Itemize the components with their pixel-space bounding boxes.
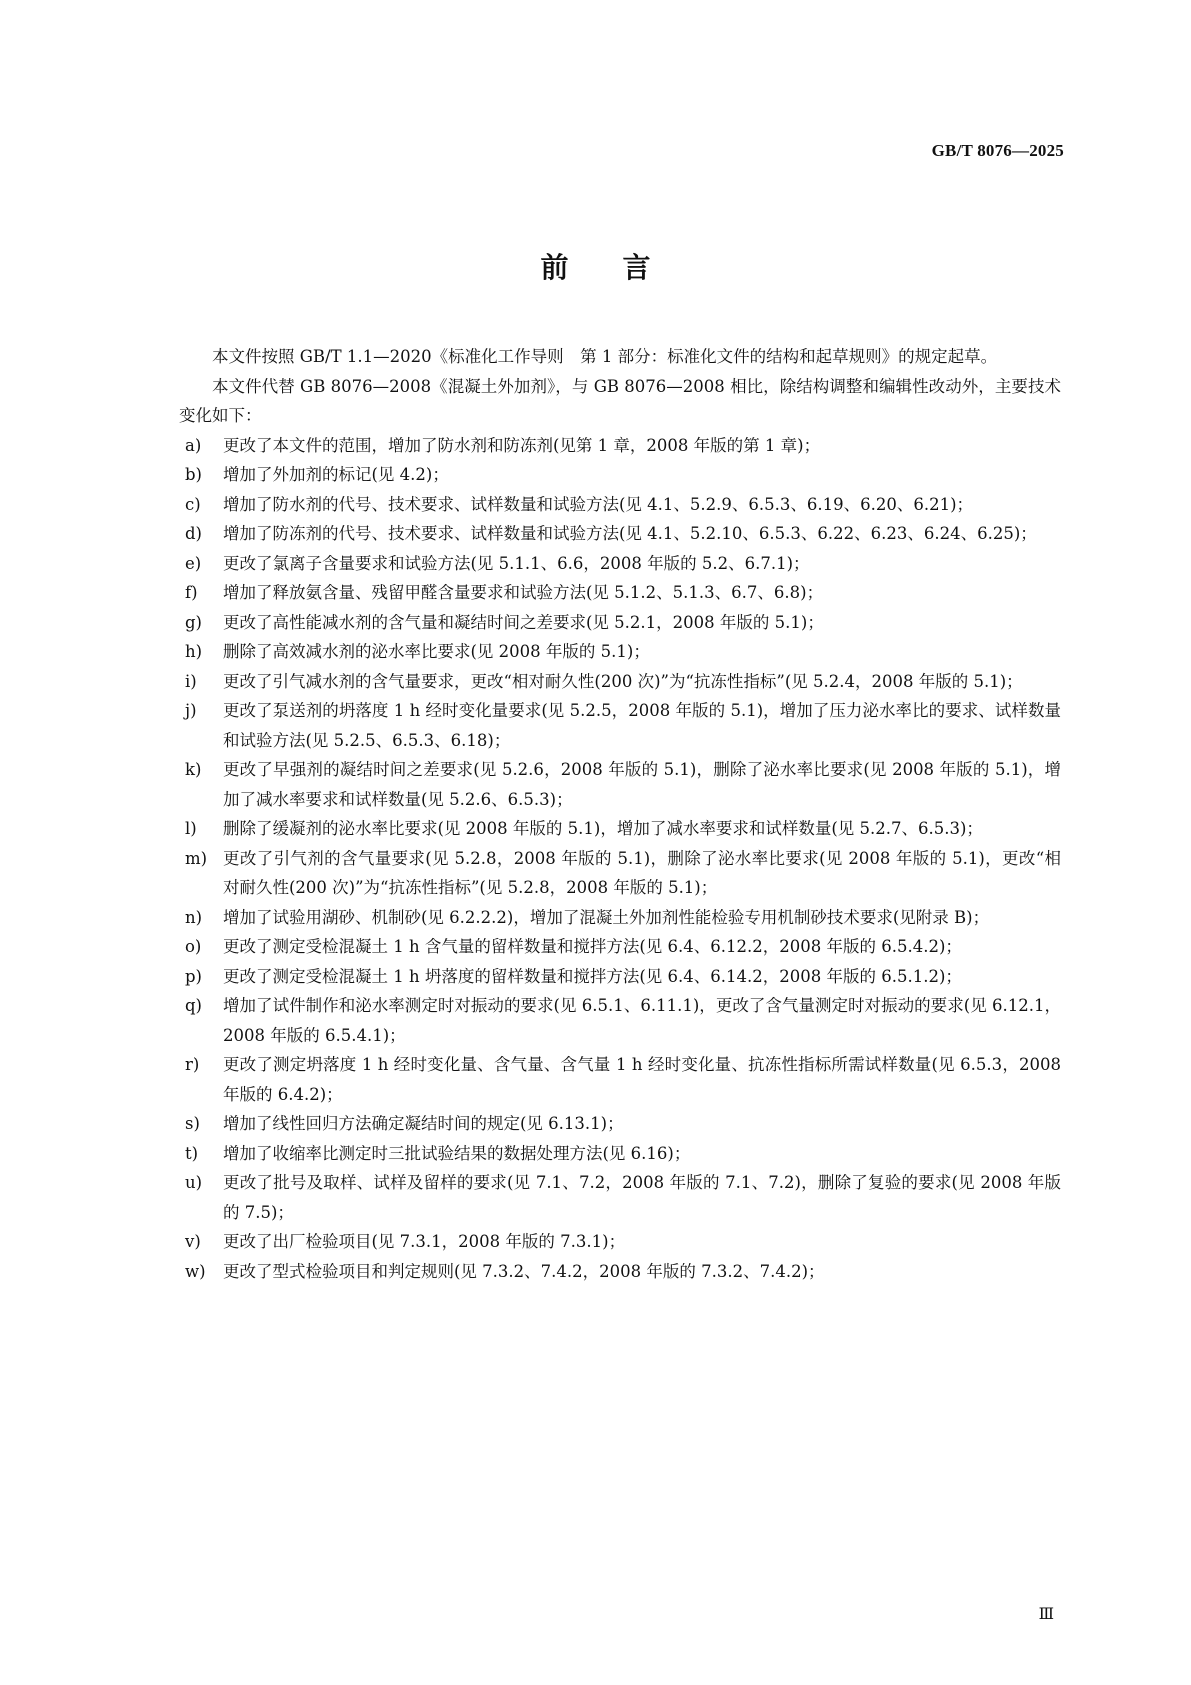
list-item-text: 删除了缓凝剂的泌水率比要求(见 2008 年版的 5.1)，增加了减水率要求和试样数量(见 5.2.7、6.5.3)； <box>223 819 983 838</box>
list-marker: g) <box>185 612 202 632</box>
list-item <box>179 549 1061 579</box>
technical-changes-list <box>179 431 1061 1287</box>
list-item <box>179 844 1061 903</box>
list-item <box>179 814 1061 844</box>
list-marker: f) <box>185 583 198 602</box>
list-item-text: 增加了试验用湖砂、机制砂(见 6.2.2.2)，增加了混凝土外加剂性能检验专用机制砂技术要求(见附录 B)； <box>223 907 990 927</box>
list-marker: k) <box>185 760 202 779</box>
list-item-text: 更改了测定坍落度 1 h 经时变化量、含气量、含气量 1 h 经时变化量、抗冻性指标所需试样数量(见 6.5.3，2008 年版的 6.4.2)； <box>223 1055 1061 1104</box>
list-item <box>179 1168 1061 1227</box>
list-item-text: 更改了本文件的范围，增加了防水剂和防冻剂(见第 1 章，2008 年版的第 1 章)； <box>223 435 821 455</box>
list-marker: h) <box>185 642 203 661</box>
list-marker: u) <box>185 1173 203 1192</box>
list-marker: n) <box>185 907 203 927</box>
list-marker: v) <box>185 1232 201 1251</box>
list-item-text: 增加了防水剂的代号、技术要求、试样数量和试验方法(见 4.1、5.2.9、6.5.3、6.19、6.20、6.21)； <box>223 494 974 514</box>
list-item <box>179 932 1061 962</box>
list-item <box>179 1257 1061 1287</box>
list-marker: c) <box>185 494 201 514</box>
list-item <box>179 1109 1061 1139</box>
list-item <box>179 962 1061 992</box>
list-item <box>179 755 1061 814</box>
list-marker: s) <box>185 1114 200 1133</box>
list-item <box>179 637 1061 667</box>
list-item <box>179 1050 1061 1109</box>
list-item <box>179 903 1061 933</box>
page-title: 前言 <box>540 251 705 284</box>
list-item-text: 更改了测定受检混凝土 1 h 坍落度的留样数量和搅拌方法(见 6.4、6.14.2，2008 年版的 6.5.1.2)； <box>223 966 962 986</box>
paragraph-drafting-basis: 本文件按照 GB/T 1.1—2020《标准化工作导则 第 1 部分：标准化文件的结构和起草规则》的规定起草。 <box>212 347 998 366</box>
list-marker: d) <box>185 524 202 543</box>
foreword-body <box>179 342 1061 1286</box>
standard-code: GB/T 8076—2025 <box>931 141 1064 160</box>
list-marker: j) <box>185 701 197 720</box>
list-item-text: 更改了氯离子含量要求和试验方法(见 5.1.1、6.6，2008 年版的 5.2、6.7.1)； <box>223 553 810 573</box>
list-item <box>179 667 1061 697</box>
list-marker: a) <box>185 435 202 455</box>
list-item <box>179 696 1061 755</box>
list-item-text: 增加了试件制作和泌水率测定时对振动的要求(见 6.5.1、6.11.1)，更改了含气量测定时对振动的要求(见 6.12.1，2008 年版的 6.5.4.1)； <box>223 996 1061 1045</box>
list-marker: e) <box>185 553 202 573</box>
list-item <box>179 1227 1061 1257</box>
list-marker: i) <box>185 671 197 691</box>
list-marker: m) <box>185 848 208 868</box>
list-item <box>179 991 1061 1050</box>
list-item <box>179 608 1061 638</box>
list-item <box>179 490 1061 520</box>
list-marker: p) <box>185 966 202 986</box>
list-item-text: 更改了高性能减水剂的含气量和凝结时间之差要求(见 5.2.1，2008 年版的 5.1)； <box>223 612 824 632</box>
list-item <box>179 1139 1061 1169</box>
list-item-text: 增加了释放氨含量、残留甲醛含量要求和试验方法(见 5.1.2、5.1.3、6.7、6.8)； <box>223 583 824 602</box>
list-marker: l) <box>185 819 197 838</box>
list-item <box>179 519 1061 549</box>
list-item <box>179 431 1061 461</box>
paragraph-replacement-notice: 本文件代替 GB 8076—2008《混凝土外加剂》，与 GB 8076—2008 相比，除结构调整和编辑性改动外，主要技术变化如下： <box>179 376 1061 425</box>
list-item-text: 更改了批号及取样、试样及留样的要求(见 7.1、7.2，2008 年版的 7.1、7.2)，删除了复验的要求(见 2008 年版的 7.5)； <box>223 1173 1061 1222</box>
list-item-text: 增加了外加剂的标记(见 4.2)； <box>223 465 449 484</box>
list-marker: w) <box>185 1261 206 1281</box>
list-marker: t) <box>185 1143 199 1163</box>
list-marker: o) <box>185 937 202 956</box>
list-item <box>179 460 1061 490</box>
page-number: Ⅲ <box>1038 1606 1054 1623</box>
list-item-text: 更改了早强剂的凝结时间之差要求(见 5.2.6，2008 年版的 5.1)，删除了泌水率比要求(见 2008 年版的 5.1)，增加了减水率要求和试样数量(见 5.2.6、6.5.3)； <box>223 760 1061 809</box>
list-item-text: 删除了高效减水剂的泌水率比要求(见 2008 年版的 5.1)； <box>223 642 650 661</box>
list-item-text: 更改了型式检验项目和判定规则(见 7.3.2、7.4.2，2008 年版的 7.3.2、7.4.2)； <box>223 1261 825 1281</box>
list-item-text: 增加了防冻剂的代号、技术要求、试样数量和试验方法(见 4.1、5.2.10、6.5.3、6.22、6.23、6.24、6.25)； <box>223 524 1037 543</box>
list-marker: q) <box>185 996 202 1015</box>
list-item-text: 更改了泵送剂的坍落度 1 h 经时变化量要求(见 5.2.5，2008 年版的 5.1)，增加了压力泌水率比的要求、试样数量和试验方法(见 5.2.5、6.5.3、6.18)； <box>223 701 1061 750</box>
list-marker: b) <box>185 465 202 484</box>
list-item-text: 更改了测定受检混凝土 1 h 含气量的留样数量和搅拌方法(见 6.4、6.12.2，2008 年版的 6.5.4.2)； <box>223 937 962 956</box>
list-item <box>179 578 1061 608</box>
list-marker: r) <box>185 1055 200 1074</box>
list-item-text: 更改了出厂检验项目(见 7.3.1，2008 年版的 7.3.1)； <box>223 1232 626 1251</box>
list-item-text: 更改了引气剂的含气量要求(见 5.2.8，2008 年版的 5.1)，删除了泌水率比要求(见 2008 年版的 5.1)，更改“相对耐久性(200 次)”为“抗冻性指标”(见 5.2.8，2008 年版的 5.1)； <box>223 848 1061 897</box>
list-item-text: 更改了引气减水剂的含气量要求，更改“相对耐久性(200 次)”为“抗冻性指标”(见 5.2.4，2008 年版的 5.1)； <box>223 671 1023 691</box>
list-item-text: 增加了收缩率比测定时三批试验结果的数据处理方法(见 6.16)； <box>223 1143 691 1163</box>
list-item-text: 增加了线性回归方法确定凝结时间的规定(见 6.13.1)； <box>223 1114 624 1133</box>
